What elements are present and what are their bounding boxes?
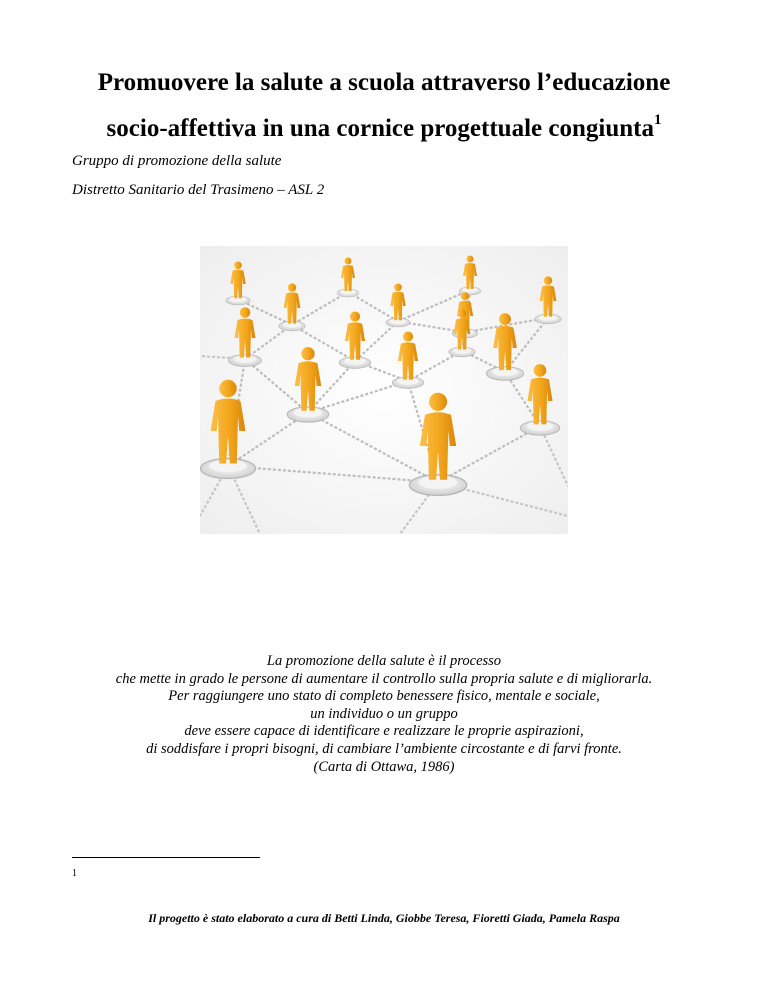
quote-line: di soddisfare i propri bisogni, di cambiare l’ambiente circostante e di farvi fronte.	[146, 740, 622, 757]
footnote-separator	[72, 857, 260, 858]
quote-line: La promozione della salute è il processo	[266, 653, 502, 669]
quote-line: deve essere capace di identificare e realizzare le proprie aspirazioni,	[184, 723, 584, 740]
ottawa-charter-quote	[40, 653, 728, 776]
quote-line: un individuo o un gruppo	[310, 705, 458, 722]
quote-line: Per raggiungere uno stato di completo benessere fisico, mentale e sociale,	[168, 688, 600, 705]
footnote-text: Il progetto è stato elaborato a cura di Betti Linda, Giobbe Teresa, Fioretti Giada, Pamela Raspa	[148, 911, 620, 925]
document-title	[40, 60, 728, 152]
footnote-reference: 1	[653, 112, 662, 128]
people-network-icon	[200, 246, 568, 534]
footnote-mark: 1	[72, 868, 77, 879]
title-line-2: socio-affettiva in una cornice progettuale congiunta	[106, 115, 654, 142]
quote-citation: (Carta di Ottawa, 1986)	[313, 758, 455, 775]
people-network-image	[200, 246, 568, 534]
title-line-1: Promuovere la salute a scuola attraverso l’educazione	[97, 69, 671, 96]
author-group: Gruppo di promozione della salute	[72, 153, 282, 169]
quote-line: che mette in grado le persone di aumentare il controllo sulla propria salute e di migliorarla.	[115, 670, 653, 687]
author-district: Distretto Sanitario del Trasimeno – ASL 2	[72, 182, 325, 198]
